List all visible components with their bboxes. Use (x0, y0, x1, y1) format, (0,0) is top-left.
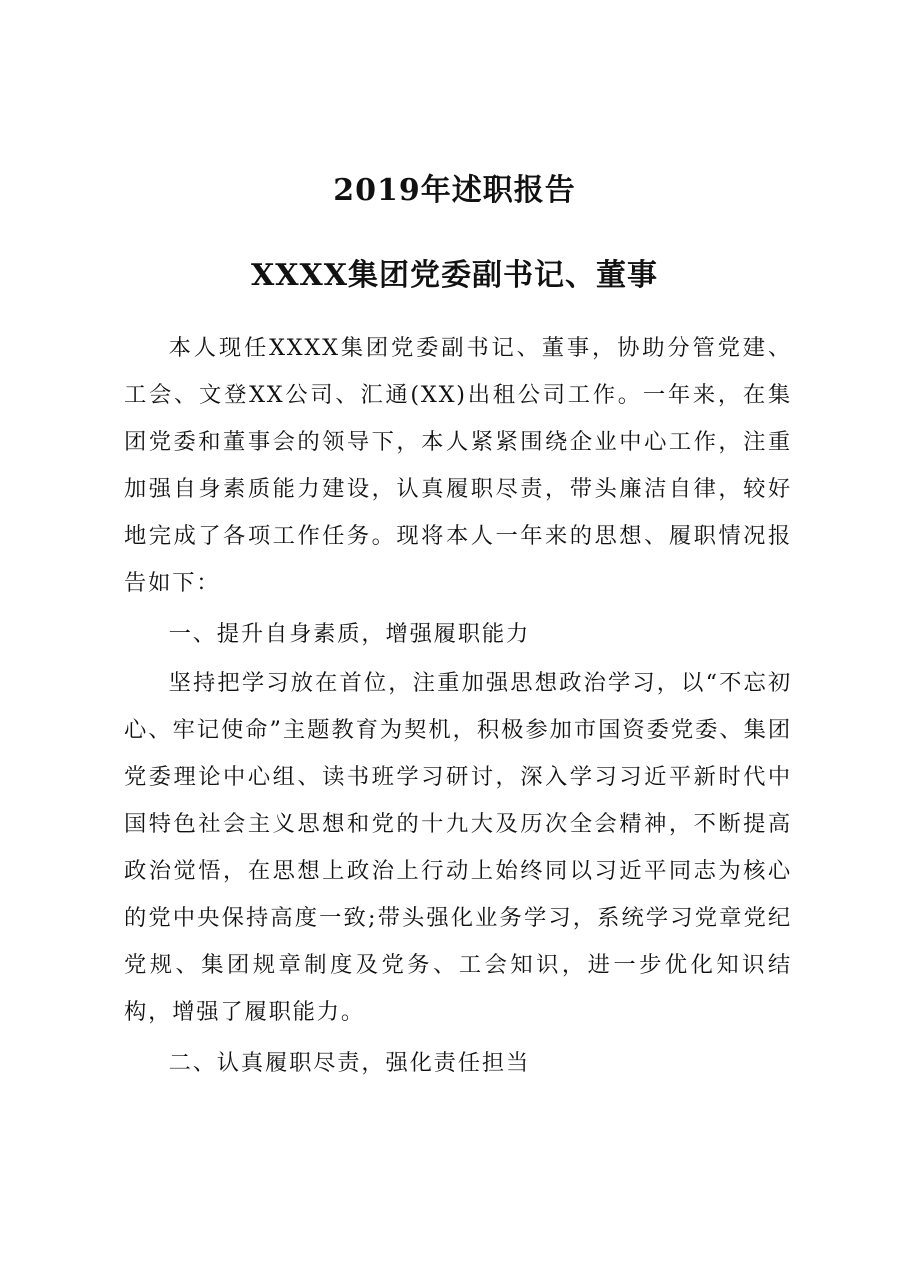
intro-paragraph: 本人现任XXXX集团党委副书记、董事，协助分管党建、工会、文登XX公司、汇通(XX)出租公司工作。一年来，在集团党委和董事会的领导下，本人紧紧围绕企业中心工作，注重加强自身素质能力建设，认真履职尽责，带头廉洁自律，较好地完成了各项工作任务。现将本人一年来的思想、履职情况报告如下： (124, 335, 792, 596)
document-body (124, 325, 792, 1087)
section-1-paragraph: 坚持把学习放在首位，注重加强思想政治学习，以“不忘初心、牢记使命”主题教育为契机，积极参加市国资委党委、集团党委理论中心组、读书班学习研讨，深入学习习近平新时代中国特色社会主义思想和党的十九大及历次全会精神，不断提高政治觉悟，在思想上政治上行动上始终同以习近平同志为核心的党中央保持高度一致;带头强化业务学习，系统学习党章党纪党规、集团规章制度及党务、工会知识，进一步优化知识结构，增强了履职能力。 (124, 670, 792, 1025)
document-subtitle: XXXX集团党委副书记、董事 (250, 258, 659, 293)
section-1-heading: 一、提升自身素质，增强履职能力 (168, 621, 531, 647)
document-title: 2019年述职报告 (333, 173, 576, 208)
section-2-heading: 二、认真履职尽责，强化责任担当 (168, 1050, 531, 1076)
